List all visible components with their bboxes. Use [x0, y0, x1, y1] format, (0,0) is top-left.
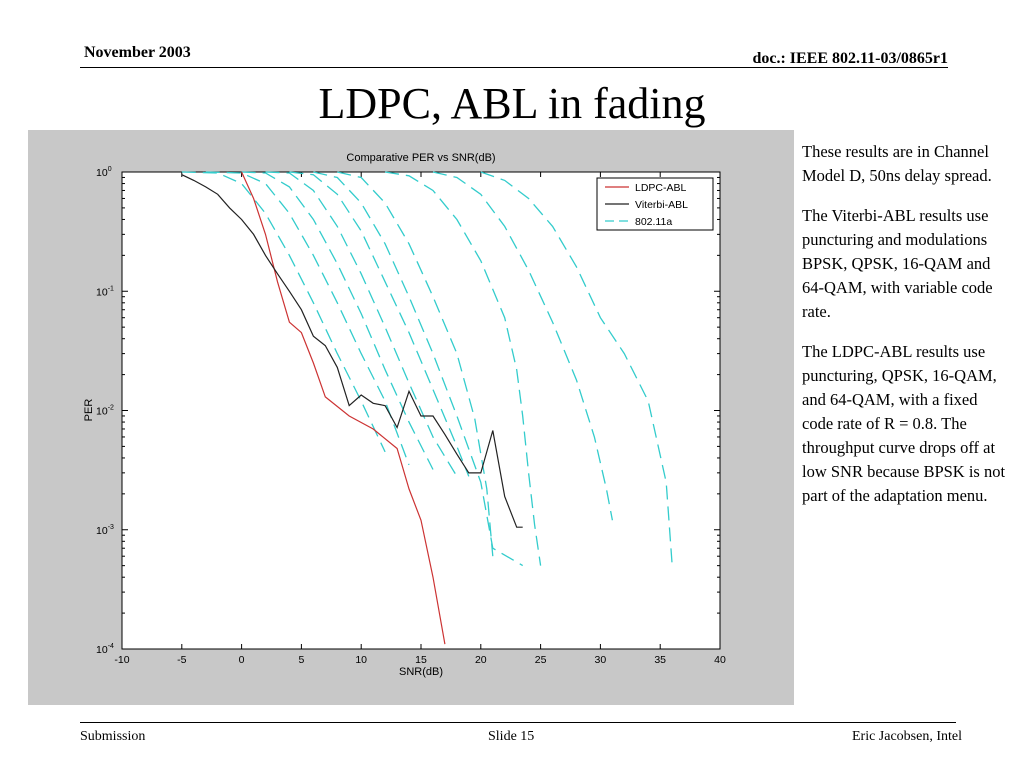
footer-divider [80, 722, 956, 723]
x-tick-label: 40 [714, 654, 726, 666]
x-tick-label: 20 [474, 654, 487, 666]
footer-author: Eric Jacobsen, Intel [851, 729, 962, 744]
x-tick-label: 15 [415, 654, 427, 666]
chart-figure [28, 130, 794, 705]
legend-label-viterbi-abl: Viterbi-ABL [635, 199, 688, 211]
note-ldpc-abl: The LDPC-ABL results use puncturing, QPSK, 16-QAM, and 64-QAM, with a fixed code rate of R = 0.8. The throughput curve drops off at low SNR because BPSK is not part of the adaptation menu. [802, 342, 1006, 505]
per-vs-snr-chart [28, 130, 794, 705]
slide-notes [802, 140, 1012, 524]
header-doc-id: doc.: IEEE 802.11-03/0865r1 [752, 50, 948, 67]
x-tick-label: 10 [355, 654, 368, 666]
note-viterbi-abl: The Viterbi-ABL results use puncturing and modulations BPSK, QPSK, 16-QAM and 64-QAM, with variable code rate. [802, 206, 993, 321]
y-tick-label: $10^{-4}$ [96, 643, 114, 656]
header-date: November 2003 [84, 44, 191, 61]
x-tick-label: 35 [654, 654, 667, 666]
x-tick-label: -10 [114, 654, 130, 666]
footer-submission: Submission [80, 729, 146, 744]
y-tick-label: $10^0$ [96, 166, 112, 179]
x-axis-label: SNR(dB) [398, 666, 444, 678]
x-tick-label: 5 [298, 654, 305, 666]
y-axis-label: PER [83, 398, 95, 422]
x-tick-label: 25 [534, 654, 547, 666]
y-tick-label: $10^{-2}$ [96, 404, 114, 418]
legend-label-ldpc-abl: LDPC-ABL [635, 182, 687, 194]
header-divider [80, 67, 948, 68]
legend [597, 178, 713, 230]
y-tick-label: $10^{-3}$ [96, 523, 114, 537]
x-tick-label: 30 [594, 654, 607, 666]
y-tick-label: $10^{-1}$ [96, 285, 114, 299]
footer-slide-number: Slide 15 [488, 729, 535, 744]
legend-label-80211a: 802.11a [635, 216, 673, 228]
x-tick-label: 0 [238, 654, 245, 666]
chart-title: Comparative PER vs SNR(dB) [346, 152, 496, 164]
x-tick-label: -5 [177, 654, 187, 666]
slide-title: LDPC, ABL in fading [318, 79, 706, 128]
note-channel-model: These results are in Channel Model D, 50ns delay spread. [802, 142, 992, 185]
